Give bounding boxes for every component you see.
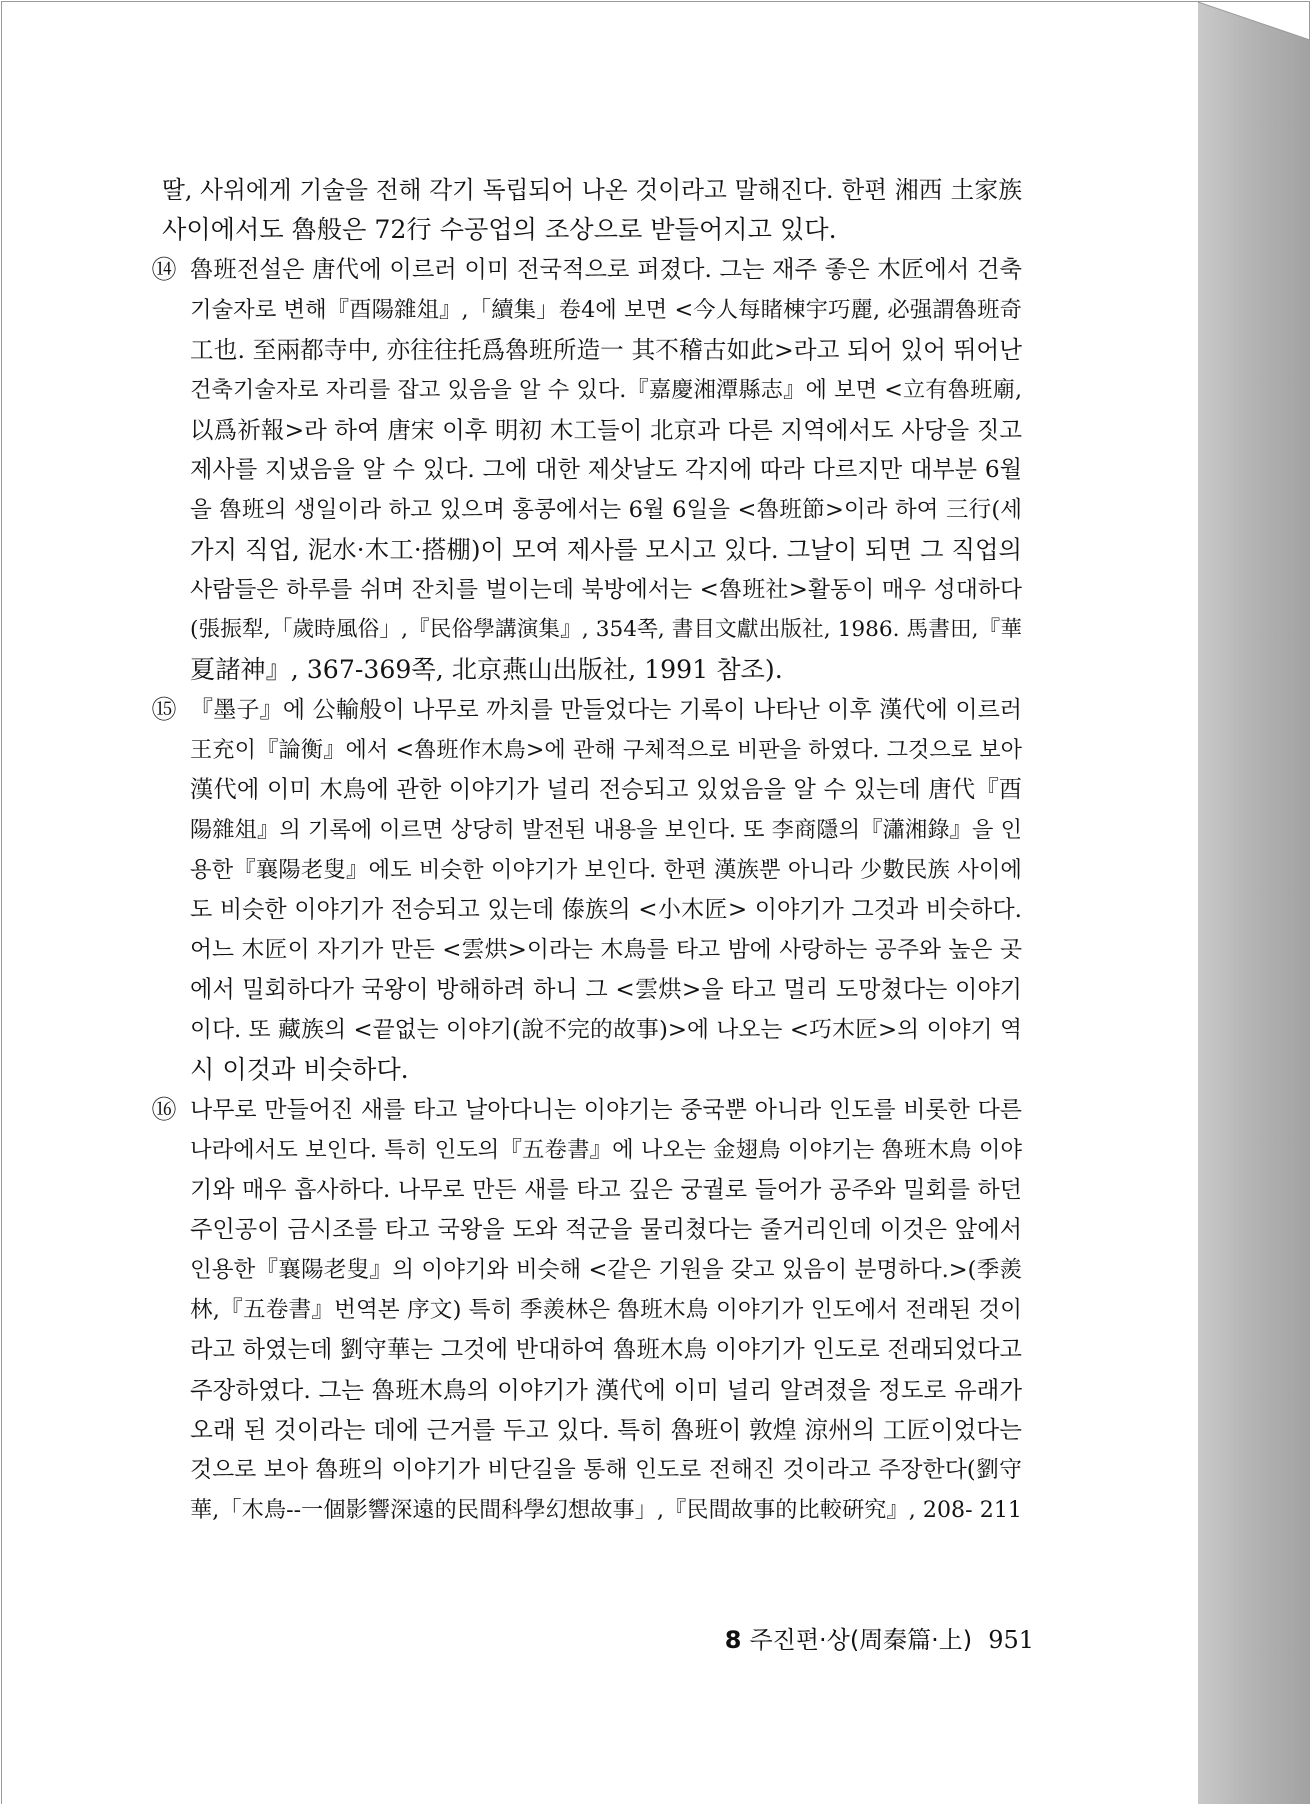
footnote-line: 漢代에 이미 木鳥에 관한 이야기가 널리 전승되고 있었음을 알 수 있는데 唐代『酉: [190, 776, 1022, 803]
footnote-15: [151, 690, 1022, 1090]
footnote-line: 林,『五卷書』번역본 序文) 특히 季羨林은 魯班木鳥 이야기가 인도에서 전래된 것이: [190, 1297, 1022, 1323]
footnote-line: 나무로 만들어진 새를 타고 날아다니는 이야기는 중국뿐 아니라 인도를 비롯한 다른: [190, 1097, 1022, 1123]
footnote-line: 가지 직업, 泥水·木工·搭棚)이 모여 제사를 모시고 있다. 그날이 되면 그 직업의: [190, 535, 1022, 564]
footnote-line: 王充이『論衡』에서 <魯班作木鳥>에 관해 구체적으로 비판을 하였다. 그것으로 보아: [190, 737, 1022, 763]
footnote-line: 나라에서도 보인다. 특히 인도의『五卷書』에 나오는 金翅鳥 이야기는 魯班木鳥 이야: [190, 1137, 1022, 1163]
footnote-number: ⑮: [151, 695, 177, 724]
footnote-line: 주인공이 금시조를 타고 국왕을 도와 적군을 물리쳤다는 줄거리인데 이것은 앞에서: [190, 1216, 1022, 1243]
footnote-line: 夏諸神』, 367-369쪽, 北京燕山出版社, 1991 참조).: [190, 655, 783, 684]
footnote-line: 도 비슷한 이야기가 전승되고 있는데 傣族의 <小木匠> 이야기가 그것과 비슷하다.: [190, 897, 1022, 923]
footnote-line: 을 魯班의 생일이라 하고 있으며 홍콩에서는 6월 6일을 <魯班節>이라 하여 三行(세: [190, 497, 1022, 523]
page-stack-shading: [1198, 2, 1310, 1804]
footnote-line: 華,「木鳥--一個影響深遠的民間科學幻想故事」,『民間故事的比較硏究』, 208- 211: [190, 1497, 1022, 1523]
footnote-line: 에서 밀회하다가 국왕이 방해하려 하니 그 <雲烘>을 타고 멀리 도망쳤다는 이야기: [190, 977, 1022, 1003]
footnote-line: 어느 木匠이 자기가 만든 <雲烘>이라는 木鳥를 타고 밤에 사랑하는 공주와 높은 곳: [190, 937, 1022, 963]
footnote-line: 시 이것과 비슷하다.: [190, 1055, 409, 1084]
footnote-line: 以爲祈報>라 하여 唐宋 이후 明初 木工들이 北京과 다른 지역에서도 사당을 짓고: [190, 416, 1022, 444]
footnote-line: 기술자로 변해『酉陽雜俎』,「續集」卷4에 보면 <今人每睹棟宇巧麗, 必强謂魯班奇: [190, 297, 1022, 323]
footnote-number: ⑯: [151, 1095, 177, 1124]
footnote-line: 魯班전설은 唐代에 이르러 이미 전국적으로 퍼졌다. 그는 재주 좋은 木匠에서 건축: [190, 256, 1022, 283]
page-number: 951: [988, 1626, 1034, 1654]
footnote-line: 것으로 보아 魯班의 이야기가 비단길을 통해 인도로 전해진 것이라고 주장한다(劉守: [190, 1457, 1022, 1483]
footnote-line: 주장하였다. 그는 魯班木鳥의 이야기가 漢代에 이미 널리 알려졌을 정도로 유래가: [190, 1376, 1022, 1404]
footnote-line: 인용한『襄陽老叟』의 이야기와 비슷해 <같은 기원을 갖고 있음이 분명하다.>(季羨: [190, 1257, 1022, 1283]
page-body: [151, 170, 1022, 1530]
footnote-line: 『墨子』에 公輸般이 나무로 까치를 만들었다는 기록이 나타난 이후 漢代에 이르러: [190, 697, 1022, 723]
footnote-line: 工也. 至兩都寺中, 亦往往托爲魯班所造一 其不稽古如此>라고 되어 있어 뛰어난: [190, 336, 1022, 364]
footnote-line: (張振犁,「歲時風俗」,『民俗學講演集』, 354쪽, 書目文獻出版社, 1986. 馬書田,『華: [190, 617, 1022, 642]
footnote-number: ⑭: [151, 255, 177, 284]
page-footer: [674, 1623, 1034, 1657]
footnote-line: 사람들은 하루를 쉬며 잔치를 벌이는데 북방에서는 <魯班社>활동이 매우 성대하다: [190, 577, 1022, 603]
footnote-line: 제사를 지냈음을 알 수 있다. 그에 대한 제삿날도 각지에 따라 다르지만 대부분 6월: [190, 456, 1022, 483]
footnote-16: [151, 1090, 1022, 1530]
footnote-line: 기와 매우 흡사하다. 나무로 만든 새를 타고 깊은 궁궐로 들어가 공주와 밀회를 하던: [190, 1177, 1022, 1203]
intro-paragraph: [162, 170, 1022, 250]
footnote-line: 오래 된 것이라는 데에 근거를 두고 있다. 특히 魯班이 敦煌 涼州의 工匠이었다는: [190, 1416, 1022, 1444]
footnote-line: 라고 하였는데 劉守華는 그것에 반대하여 魯班木鳥 이야기가 인도로 전래되었다고: [190, 1336, 1022, 1363]
footnote-line: 陽雜俎』의 기록에 이르면 상당히 발전된 내용을 보인다. 또 李商隱의『瀟湘錄』을 인: [190, 817, 1022, 843]
book-page: [2, 2, 1199, 1804]
body-line: 딸, 사위에게 기술을 전해 각기 독립되어 나온 것이라고 말해진다. 한편 湘西 土家族: [162, 176, 1022, 204]
footnote-line: 이다. 또 藏族의 <끝없는 이야기(說不完的故事)>에 나오는 <巧木匠>의 이야기 역: [190, 1017, 1022, 1043]
chapter-title: 주진편·상(周秦篇·上): [749, 1626, 973, 1654]
body-line: 사이에서도 魯般은 72行 수공업의 조상으로 받들어지고 있다.: [162, 215, 837, 244]
footnote-14: [151, 250, 1022, 690]
page-stack-edge: [1198, 2, 1310, 1804]
footnote-line: 건축기술자로 자리를 잡고 있음을 알 수 있다.『嘉慶湘潭縣志』에 보면 <立有魯班廟,: [190, 377, 1022, 403]
chapter-number: 8: [724, 1626, 742, 1654]
footnote-line: 용한『襄陽老叟』에도 비슷한 이야기가 보인다. 한편 漢族뿐 아니라 少數民族 사이에: [190, 857, 1022, 883]
